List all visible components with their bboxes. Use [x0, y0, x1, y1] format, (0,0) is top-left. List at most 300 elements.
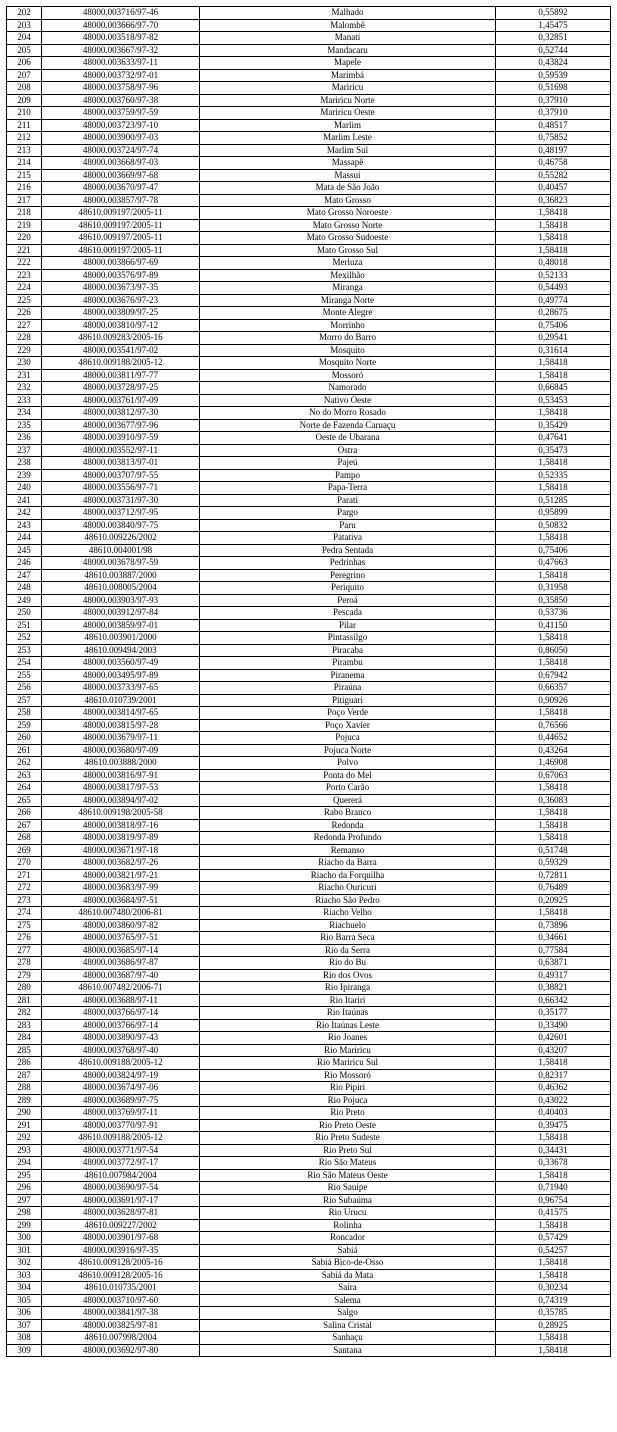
table-row [7, 682, 611, 695]
row-number-cell: 257 [7, 694, 42, 707]
row-number-cell: 285 [7, 1044, 42, 1057]
value-cell: 1,58418 [496, 807, 611, 820]
row-number-cell: 276 [7, 932, 42, 945]
process-number-cell: 48000.003768/97-40 [42, 1044, 200, 1057]
value-cell: 1,58418 [496, 632, 611, 645]
field-name-cell: Rio Joanes [200, 1032, 496, 1045]
table-row [7, 982, 611, 995]
table-row [7, 1332, 611, 1345]
value-cell: 0,57429 [496, 1232, 611, 1245]
row-number-cell: 268 [7, 832, 42, 845]
value-cell: 0,51285 [496, 494, 611, 507]
process-number-cell: 48000.003671/97-18 [42, 844, 200, 857]
value-cell: 0,55282 [496, 169, 611, 182]
value-cell: 0,75406 [496, 544, 611, 557]
process-number-cell: 48000.003772/97-17 [42, 1157, 200, 1170]
table-row [7, 719, 611, 732]
table-row [7, 707, 611, 720]
field-name-cell: Rio Mossoró [200, 1069, 496, 1082]
row-number-cell: 295 [7, 1169, 42, 1182]
process-number-cell: 48000.003680/97-09 [42, 744, 200, 757]
row-number-cell: 249 [7, 594, 42, 607]
table-row [7, 757, 611, 770]
table-row [7, 1094, 611, 1107]
table-row [7, 519, 611, 532]
field-name-cell: Pampo [200, 469, 496, 482]
field-name-cell: Rio Itariri [200, 994, 496, 1007]
process-number-cell: 48610.009188/2005-12 [42, 1057, 200, 1070]
process-number-cell: 48000.003674/97-06 [42, 1082, 200, 1095]
field-name-cell: Rio Subaúma [200, 1194, 496, 1207]
process-number-cell: 48000.003683/97-99 [42, 882, 200, 895]
row-number-cell: 233 [7, 394, 42, 407]
process-number-cell: 48000.003809/97-25 [42, 307, 200, 320]
table-row [7, 1069, 611, 1082]
field-name-cell: Rolinha [200, 1219, 496, 1232]
field-name-cell: Rabo Branco [200, 807, 496, 820]
row-number-cell: 266 [7, 807, 42, 820]
value-cell: 1,58418 [496, 782, 611, 795]
row-number-cell: 239 [7, 469, 42, 482]
row-number-cell: 294 [7, 1157, 42, 1170]
table-row [7, 444, 611, 457]
field-name-cell: Mato Grosso Sul [200, 244, 496, 257]
field-name-cell: Ponta do Mel [200, 769, 496, 782]
process-number-cell: 48610.004001/98 [42, 544, 200, 557]
field-name-cell: Mato Grosso [200, 194, 496, 207]
value-cell: 0,90926 [496, 694, 611, 707]
row-number-cell: 253 [7, 644, 42, 657]
value-cell: 0,39475 [496, 1119, 611, 1132]
row-number-cell: 287 [7, 1069, 42, 1082]
process-number-cell: 48000.003710/97-60 [42, 1294, 200, 1307]
table-row [7, 1319, 611, 1332]
table-row [7, 394, 611, 407]
table-row [7, 994, 611, 1007]
field-name-cell: Riacho Velho [200, 907, 496, 920]
field-name-cell: Poço Xavier [200, 719, 496, 732]
row-number-cell: 231 [7, 369, 42, 382]
table-row [7, 1032, 611, 1045]
table-row [7, 932, 611, 945]
row-number-cell: 307 [7, 1319, 42, 1332]
row-number-cell: 224 [7, 282, 42, 295]
process-number-cell: 48610.009197/2005-11 [42, 207, 200, 220]
process-number-cell: 48000.003824/97-19 [42, 1069, 200, 1082]
field-name-cell: Rio Itaúnas [200, 1007, 496, 1020]
field-name-cell: Rio Preto Oeste [200, 1119, 496, 1132]
field-name-cell: Pescada [200, 607, 496, 620]
table-row [7, 794, 611, 807]
table-row [7, 1344, 611, 1357]
value-cell: 0,49774 [496, 294, 611, 307]
field-name-cell: Papa-Terra [200, 482, 496, 495]
table-row [7, 482, 611, 495]
row-number-cell: 273 [7, 894, 42, 907]
table-row [7, 182, 611, 195]
table-row [7, 1157, 611, 1170]
row-number-cell: 281 [7, 994, 42, 1007]
field-name-cell: Sabiá Bico-de-Osso [200, 1257, 496, 1270]
row-number-cell: 208 [7, 82, 42, 95]
field-name-cell: Merluza [200, 257, 496, 270]
process-number-cell: 48000.003676/97-23 [42, 294, 200, 307]
field-name-cell: Mato Grosso Norte [200, 219, 496, 232]
process-number-cell: 48000.003495/97-89 [42, 669, 200, 682]
value-cell: 1,58418 [496, 1344, 611, 1357]
value-cell: 0,36823 [496, 194, 611, 207]
row-number-cell: 283 [7, 1019, 42, 1032]
table-row [7, 807, 611, 820]
table-row [7, 157, 611, 170]
table-row [7, 507, 611, 520]
value-cell: 1,58418 [496, 1219, 611, 1232]
value-cell: 1,58418 [496, 407, 611, 420]
value-cell: 0,36083 [496, 794, 611, 807]
value-cell: 0,76489 [496, 882, 611, 895]
process-number-cell: 48610.003888/2000 [42, 757, 200, 770]
field-name-cell: Sabiá da Mata [200, 1269, 496, 1282]
field-name-cell: Miranga Norte [200, 294, 496, 307]
table-row [7, 594, 611, 607]
field-name-cell: Sabiá [200, 1244, 496, 1257]
value-cell: 0,30234 [496, 1282, 611, 1295]
value-cell: 0,28675 [496, 307, 611, 320]
process-number-cell: 48000.003716/97-46 [42, 7, 200, 20]
process-number-cell: 48000.003690/97-54 [42, 1182, 200, 1195]
process-number-cell: 48000.003815/97-28 [42, 719, 200, 732]
row-number-cell: 303 [7, 1269, 42, 1282]
field-name-cell: Peregrino [200, 569, 496, 582]
value-cell: 0,48517 [496, 119, 611, 132]
process-number-cell: 48610.007482/2006-71 [42, 982, 200, 995]
row-number-cell: 248 [7, 582, 42, 595]
table-row [7, 294, 611, 307]
process-number-cell: 48000.003677/97-96 [42, 419, 200, 432]
table-row [7, 544, 611, 557]
field-name-cell: Manati [200, 32, 496, 45]
table-row [7, 1144, 611, 1157]
process-number-cell: 48000.003669/97-68 [42, 169, 200, 182]
field-name-cell: Poço Verde [200, 707, 496, 720]
field-name-cell: Rio do Bu [200, 957, 496, 970]
process-number-cell: 48000.003682/97-26 [42, 857, 200, 870]
field-name-cell: Norte de Fazenda Caruaçu [200, 419, 496, 432]
process-number-cell: 48000.003910/97-59 [42, 432, 200, 445]
value-cell: 1,45475 [496, 19, 611, 32]
row-number-cell: 305 [7, 1294, 42, 1307]
value-cell: 0,52335 [496, 469, 611, 482]
table-row [7, 369, 611, 382]
field-name-cell: Mato Grosso Sudoeste [200, 232, 496, 245]
process-number-cell: 48610.009197/2005-11 [42, 219, 200, 232]
table-row [7, 132, 611, 145]
process-number-cell: 48000.003733/97-65 [42, 682, 200, 695]
table-row [7, 494, 611, 507]
process-number-cell: 48000.003761/97-09 [42, 394, 200, 407]
field-name-cell: Massapê [200, 157, 496, 170]
value-cell: 1,58418 [496, 219, 611, 232]
field-name-cell: Mosquito [200, 344, 496, 357]
field-name-cell: Quererá [200, 794, 496, 807]
value-cell: 0,96754 [496, 1194, 611, 1207]
field-name-cell: Pitiguari [200, 694, 496, 707]
field-name-cell: Patativa [200, 532, 496, 545]
row-number-cell: 300 [7, 1232, 42, 1245]
process-number-cell: 48000.003821/97-21 [42, 869, 200, 882]
field-name-cell: Riachuelo [200, 919, 496, 932]
table-row [7, 1044, 611, 1057]
table-row [7, 144, 611, 157]
process-number-cell: 48610.009226/2002 [42, 532, 200, 545]
process-number-cell: 48610.009128/2005-16 [42, 1257, 200, 1270]
row-number-cell: 205 [7, 44, 42, 57]
table-row [7, 907, 611, 920]
table-row [7, 469, 611, 482]
process-number-cell: 48000.003688/97-11 [42, 994, 200, 1007]
field-name-cell: Rio São Mateus Oeste [200, 1169, 496, 1182]
row-number-cell: 263 [7, 769, 42, 782]
row-number-cell: 221 [7, 244, 42, 257]
table-row [7, 1169, 611, 1182]
field-name-cell: Pajeú [200, 457, 496, 470]
table-row [7, 1007, 611, 1020]
row-number-cell: 308 [7, 1332, 42, 1345]
row-number-cell: 286 [7, 1057, 42, 1070]
value-cell: 1,58418 [496, 819, 611, 832]
value-cell: 0,35473 [496, 444, 611, 457]
value-cell: 0,38821 [496, 982, 611, 995]
field-name-cell: Rio Barra Seca [200, 932, 496, 945]
table-row [7, 632, 611, 645]
value-cell: 0,76566 [496, 719, 611, 732]
process-number-cell: 48000.003633/97-11 [42, 57, 200, 70]
value-cell: 1,58418 [496, 1332, 611, 1345]
field-name-cell: Rio Urucu [200, 1207, 496, 1220]
table-row [7, 82, 611, 95]
table-row [7, 694, 611, 707]
process-number-cell: 48610.009197/2005-11 [42, 232, 200, 245]
value-cell: 0,46362 [496, 1082, 611, 1095]
process-number-cell: 48610.003901/2000 [42, 632, 200, 645]
process-number-cell: 48000.003900/97-03 [42, 132, 200, 145]
table-row [7, 957, 611, 970]
row-number-cell: 271 [7, 869, 42, 882]
value-cell: 0,44652 [496, 732, 611, 745]
field-name-cell: Rio Itaúnas Leste [200, 1019, 496, 1032]
process-number-cell: 48000.003857/97-78 [42, 194, 200, 207]
field-name-cell: Rio Pipiri [200, 1082, 496, 1095]
table-row [7, 669, 611, 682]
value-cell: 1,58418 [496, 232, 611, 245]
value-cell: 0,63871 [496, 957, 611, 970]
row-number-cell: 240 [7, 482, 42, 495]
value-cell: 1,58418 [496, 1257, 611, 1270]
row-number-cell: 297 [7, 1194, 42, 1207]
field-name-cell: Rio dos Ovos [200, 969, 496, 982]
row-number-cell: 272 [7, 882, 42, 895]
process-number-cell: 48000.003628/97-81 [42, 1207, 200, 1220]
row-number-cell: 242 [7, 507, 42, 520]
process-number-cell: 48000.003817/97-53 [42, 782, 200, 795]
process-number-cell: 48610.009227/2002 [42, 1219, 200, 1232]
table-row [7, 1244, 611, 1257]
value-cell: 0,33678 [496, 1157, 611, 1170]
row-number-cell: 298 [7, 1207, 42, 1220]
value-cell: 1,58418 [496, 369, 611, 382]
field-name-cell: Mandacaru [200, 44, 496, 57]
table-row [7, 107, 611, 120]
row-number-cell: 214 [7, 157, 42, 170]
table-row [7, 1232, 611, 1245]
row-number-cell: 264 [7, 782, 42, 795]
process-number-cell: 48000.003769/97-11 [42, 1107, 200, 1120]
value-cell: 1,58418 [496, 657, 611, 670]
process-number-cell: 48000.003813/97-01 [42, 457, 200, 470]
row-number-cell: 234 [7, 407, 42, 420]
table-row [7, 944, 611, 957]
process-number-cell: 48000.003818/97-16 [42, 819, 200, 832]
table-row [7, 407, 611, 420]
table-body [7, 7, 611, 1357]
row-number-cell: 216 [7, 182, 42, 195]
row-number-cell: 262 [7, 757, 42, 770]
process-number-cell: 48000.003666/97-70 [42, 19, 200, 32]
value-cell: 0,34431 [496, 1144, 611, 1157]
table-row [7, 382, 611, 395]
row-number-cell: 244 [7, 532, 42, 545]
process-number-cell: 48610.010735/2001 [42, 1282, 200, 1295]
field-name-cell: Marlim Leste [200, 132, 496, 145]
field-name-cell: Mexilhão [200, 269, 496, 282]
process-number-cell: 48610.007984/2004 [42, 1169, 200, 1182]
table-row [7, 607, 611, 620]
row-number-cell: 203 [7, 19, 42, 32]
value-cell: 0,82317 [496, 1069, 611, 1082]
field-name-cell: Redonda [200, 819, 496, 832]
process-number-cell: 48610.009188/2005-12 [42, 357, 200, 370]
table-row [7, 457, 611, 470]
value-cell: 0,66342 [496, 994, 611, 1007]
table-row [7, 894, 611, 907]
process-number-cell: 48000.003760/97-38 [42, 94, 200, 107]
table-row [7, 282, 611, 295]
table-row [7, 194, 611, 207]
table-row [7, 432, 611, 445]
value-cell: 1,58418 [496, 832, 611, 845]
value-cell: 0,32851 [496, 32, 611, 45]
table-row [7, 1132, 611, 1145]
value-cell: 0,41150 [496, 619, 611, 632]
table-row [7, 1219, 611, 1232]
process-number-cell: 48000.003724/97-74 [42, 144, 200, 157]
row-number-cell: 236 [7, 432, 42, 445]
table-row [7, 32, 611, 45]
table-row [7, 919, 611, 932]
field-name-cell: Pilar [200, 619, 496, 632]
value-cell: 1,58418 [496, 569, 611, 582]
row-number-cell: 299 [7, 1219, 42, 1232]
row-number-cell: 289 [7, 1094, 42, 1107]
value-cell: 0,37910 [496, 107, 611, 120]
table-row [7, 344, 611, 357]
row-number-cell: 279 [7, 969, 42, 982]
value-cell: 0,33490 [496, 1019, 611, 1032]
process-number-cell: 48610.009198/2005-58 [42, 807, 200, 820]
row-number-cell: 229 [7, 344, 42, 357]
field-name-cell: Rio Ipiranga [200, 982, 496, 995]
row-number-cell: 261 [7, 744, 42, 757]
row-number-cell: 204 [7, 32, 42, 45]
table-row [7, 44, 611, 57]
row-number-cell: 275 [7, 919, 42, 932]
field-name-cell: Saíra [200, 1282, 496, 1295]
row-number-cell: 292 [7, 1132, 42, 1145]
value-cell: 0,48018 [496, 257, 611, 270]
field-name-cell: Mata de São João [200, 182, 496, 195]
process-number-cell: 48000.003903/97-93 [42, 594, 200, 607]
process-number-cell: 48000.003819/97-89 [42, 832, 200, 845]
field-name-cell: Mosquito Norte [200, 357, 496, 370]
field-name-cell: Rio São Mateus [200, 1157, 496, 1170]
table-row [7, 1282, 611, 1295]
table-row [7, 232, 611, 245]
table-row [7, 169, 611, 182]
process-number-cell: 48000.003707/97-55 [42, 469, 200, 482]
process-number-cell: 48610.009494/2003 [42, 644, 200, 657]
value-cell: 0,31958 [496, 582, 611, 595]
process-number-cell: 48000.003670/97-47 [42, 182, 200, 195]
row-number-cell: 282 [7, 1007, 42, 1020]
process-number-cell: 48000.003901/97-68 [42, 1232, 200, 1245]
field-name-cell: No do Morro Rosado [200, 407, 496, 420]
table-row [7, 619, 611, 632]
value-cell: 0,43022 [496, 1094, 611, 1107]
field-name-cell: Salgo [200, 1307, 496, 1320]
row-number-cell: 222 [7, 257, 42, 270]
process-number-cell: 48000.003692/97-80 [42, 1344, 200, 1357]
process-number-cell: 48000.003894/97-02 [42, 794, 200, 807]
value-cell: 0,35429 [496, 419, 611, 432]
value-cell: 1,58418 [496, 1269, 611, 1282]
process-number-cell: 48000.003840/97-75 [42, 519, 200, 532]
process-number-cell: 48000.003685/97-14 [42, 944, 200, 957]
row-number-cell: 245 [7, 544, 42, 557]
process-number-cell: 48000.003816/97-91 [42, 769, 200, 782]
process-number-cell: 48000.003765/97-51 [42, 932, 200, 945]
row-number-cell: 251 [7, 619, 42, 632]
field-name-cell: Mapele [200, 57, 496, 70]
table-row [7, 307, 611, 320]
table-row [7, 119, 611, 132]
field-name-cell: Malombê [200, 19, 496, 32]
field-name-cell: Peroá [200, 594, 496, 607]
process-number-cell: 48000.003810/97-12 [42, 319, 200, 332]
row-number-cell: 260 [7, 732, 42, 745]
value-cell: 0,54257 [496, 1244, 611, 1257]
value-cell: 1,58418 [496, 1169, 611, 1182]
row-number-cell: 254 [7, 657, 42, 670]
value-cell: 0,31614 [496, 344, 611, 357]
table-row [7, 19, 611, 32]
row-number-cell: 250 [7, 607, 42, 620]
row-number-cell: 218 [7, 207, 42, 220]
table-row [7, 819, 611, 832]
table-row [7, 1307, 611, 1320]
table-row [7, 769, 611, 782]
value-cell: 1,58418 [496, 244, 611, 257]
row-number-cell: 255 [7, 669, 42, 682]
